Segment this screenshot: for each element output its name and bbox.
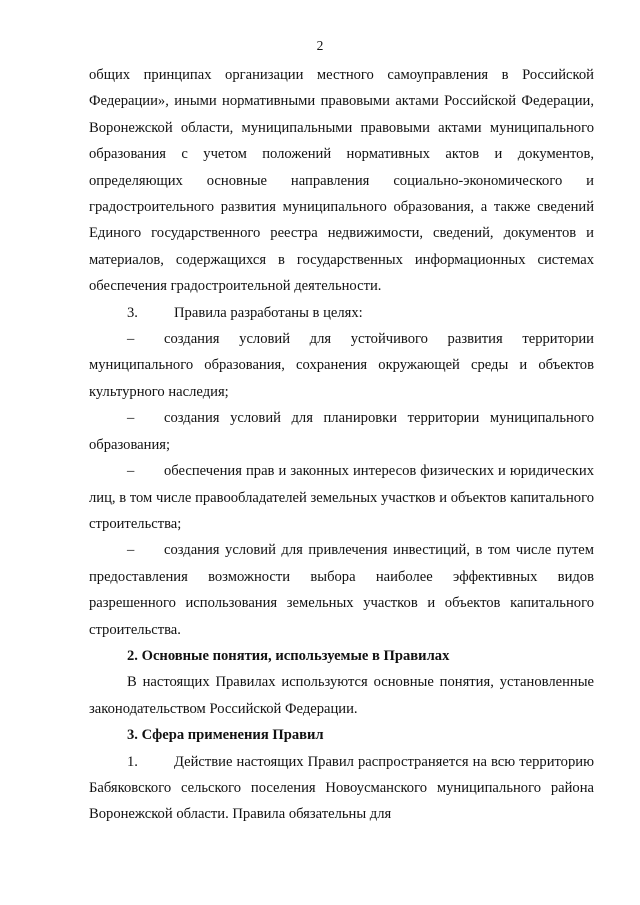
dash-marker: – [127, 331, 135, 348]
section-heading: 2. Основные понятия, используемые в Правилах [127, 647, 450, 664]
item-number: 1. [127, 753, 138, 770]
item-number: 3. [127, 304, 138, 321]
list-item [89, 405, 594, 458]
paragraph-text: Правила разработаны в целях: [174, 304, 363, 321]
page-number: 2 [316, 38, 324, 53]
list-item-text: создания условий для планировки территории муниципального образования; [89, 410, 594, 453]
paragraph-scope [89, 749, 594, 828]
list-item-text: создания условий для привлечения инвестиций, в том числе путем предоставления возможности выбора наиболее эффективных видов разрешенного использования земельных участков и объектов капитального строительства. [89, 542, 594, 638]
paragraph-continuation: общих принципах организации местного самоуправления в Российской Федерации», иными нормативными правовыми актами Российской Федерации, Воронежской области, муниципальными правовыми актами муниципального образования с учетом положений нормативных актов и документов, определяющих основные направления социально-экономического и градостроительного развития муниципального образования, а также сведений Единого государственного реестра недвижимости, сведений, документов и материалов, содержащихся в государственных информационных системах обеспечения градостроительной деятельности. [89, 67, 594, 295]
document-body [89, 62, 594, 828]
dash-marker: – [127, 410, 135, 427]
dash-marker: – [127, 542, 135, 559]
paragraph-goals [89, 300, 594, 326]
dash-marker: – [127, 463, 135, 480]
paragraph-text: Действие настоящих Правил распространяется на всю территорию Бабяковского сельского поселения Новоусманского муниципального района Воронежской области. Правила обязательны для [89, 753, 594, 823]
section-heading: 3. Сфера применения Правил [127, 727, 324, 744]
paragraph-definitions: В настоящих Правилах используются основные понятия, установленные законодательством Российской Федерации. [89, 674, 594, 717]
list-item [89, 326, 594, 405]
list-item-text: создания условий для устойчивого развития территории муниципального образования, сохранения окружающей среды и объектов культурного наследия; [89, 331, 594, 400]
list-item [89, 458, 594, 537]
list-item [89, 537, 594, 643]
list-item-text: обеспечения прав и законных интересов физических и юридических лиц, в том числе правообладателей земельных участков и объектов капитального строительства; [89, 463, 594, 532]
